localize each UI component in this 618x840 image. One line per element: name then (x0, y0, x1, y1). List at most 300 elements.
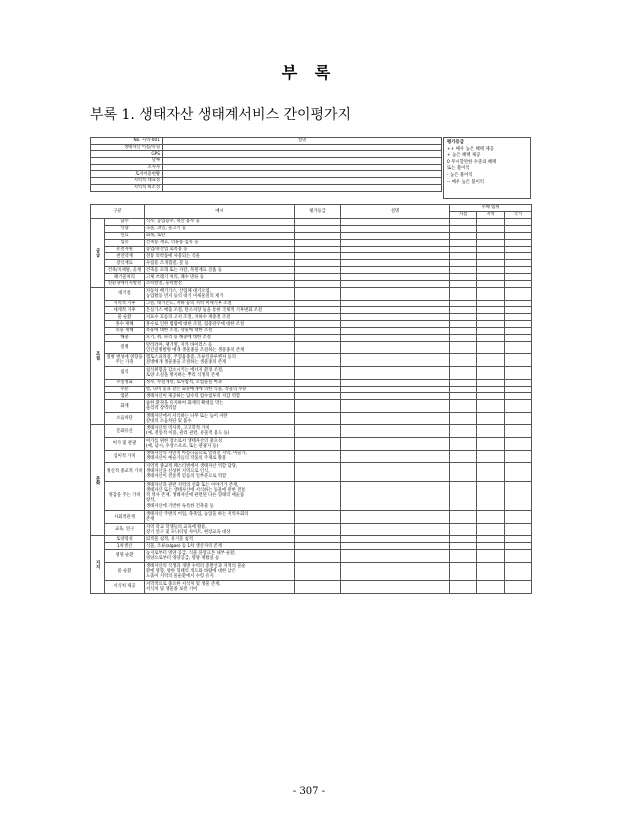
regional-cell (477, 511, 505, 524)
service-name: 침식 (105, 367, 145, 380)
grade-cell (295, 307, 341, 314)
service-row (91, 232, 532, 239)
local-cell (450, 550, 477, 563)
service-example: 생태자산의 역사적, 고고학적 가치 (예, 전통적 이용, 관리 관련, 유물적 용도 등) (145, 425, 295, 438)
local-cell (450, 562, 477, 580)
service-example: 곡물, 과일, 물고기 등 (145, 225, 295, 232)
service-example: 그늘, 대기온도, 저하 등의 지역 미세기후 조절 (145, 300, 295, 307)
regional-cell (477, 287, 505, 300)
grade-cell (295, 314, 341, 321)
grade-cell (295, 562, 341, 580)
regional-cell (477, 300, 505, 307)
local-cell (450, 386, 477, 393)
local-cell (450, 267, 477, 274)
service-name: 장식재료 (105, 260, 145, 267)
national-cell (505, 581, 532, 594)
national-cell (505, 287, 532, 300)
service-row (91, 562, 532, 580)
service-name: 지역적 기후 (105, 300, 145, 307)
local-cell (450, 425, 477, 438)
national-cell (505, 386, 532, 393)
regional-cell (477, 581, 505, 594)
regional-cell (477, 481, 505, 511)
grade-cell (295, 511, 341, 524)
info-row (91, 184, 442, 191)
service-name: 소음차단 (105, 412, 145, 425)
grade-cell (295, 281, 341, 288)
local-cell (450, 253, 477, 260)
national-cell (505, 543, 532, 550)
grade-cell (295, 550, 341, 563)
national-cell (505, 438, 532, 451)
national-cell (505, 300, 532, 307)
service-row (91, 334, 532, 341)
description-cell (341, 379, 450, 386)
local-cell (450, 321, 477, 328)
info-row (91, 151, 442, 158)
description-cell (341, 562, 450, 580)
local-cell (450, 400, 477, 413)
grade-cell (295, 543, 341, 550)
service-name: 문화유산 (105, 425, 145, 438)
legend-item: 또는 불이익 (447, 166, 470, 172)
service-example: 모기, 쥐, 파리 등 해충에 대한 조절 (145, 334, 295, 341)
description-cell (341, 307, 450, 314)
info-row (91, 144, 442, 151)
header-beneficiary: 수혜 범위 (450, 205, 532, 212)
service-name: 여가 및 관광 (105, 438, 145, 451)
service-example: 식수, 농업용수, 축산 용수 등 (145, 219, 295, 226)
national-cell (505, 260, 532, 267)
service-name: 염분 (105, 393, 145, 400)
info-field-label: GPS (91, 151, 163, 158)
service-example: 건축용 재료, 의류용 섬유 등 (145, 239, 295, 246)
service-name: 섬유 (105, 239, 145, 246)
service-example: 화목, 토탄 (145, 232, 295, 239)
description-cell (341, 328, 450, 335)
regional-cell (477, 232, 505, 239)
service-row (91, 438, 532, 451)
description-cell (341, 581, 450, 594)
grade-cell (295, 267, 341, 274)
service-name: 폭풍 재해 (105, 328, 145, 335)
site-info-table (90, 137, 442, 192)
description-cell (341, 287, 450, 300)
description-cell (341, 239, 450, 246)
description-cell (341, 481, 450, 511)
regional-cell (477, 543, 505, 550)
service-name: 영감을 주는 가치 (105, 481, 145, 511)
info-row (91, 178, 442, 185)
info-row (91, 158, 442, 165)
description-cell (341, 246, 450, 253)
national-cell (505, 536, 532, 543)
service-example: 습한 환경을 유지하여 화재의 확대를 막는 물리적 장벽역할 (145, 400, 295, 413)
info-field-label: 날짜 (91, 158, 163, 165)
description-cell (341, 300, 450, 307)
national-cell (505, 328, 532, 335)
service-name: 연료 (105, 232, 145, 239)
regional-cell (477, 239, 505, 246)
local-cell (450, 274, 477, 281)
service-name: 교육, 연구 (105, 523, 145, 536)
service-row (91, 328, 532, 335)
grade-cell (295, 393, 341, 400)
header-local: 지점 (450, 212, 477, 219)
service-name: 친환경에너지발전 (105, 281, 145, 288)
service-name: 세계적 기후 (105, 307, 145, 314)
section-label: 조절 (91, 287, 105, 425)
service-row (91, 386, 532, 393)
local-cell (450, 543, 477, 550)
service-name: 수분 (105, 386, 145, 393)
grade-cell (295, 438, 341, 451)
service-example: 온실가스 배출 조절, 탄소저장 등을 통한 국제적 기후변화 조절 (145, 307, 295, 314)
national-cell (505, 354, 532, 367)
local-cell (450, 393, 477, 400)
grade-cell (295, 341, 341, 354)
info-field-label: 토지이용현황 (91, 171, 163, 178)
grade-cell (295, 425, 341, 438)
national-cell (505, 239, 532, 246)
grade-cell (295, 300, 341, 307)
service-row (91, 341, 532, 354)
local-cell (450, 260, 477, 267)
service-row (91, 511, 532, 524)
local-cell (450, 281, 477, 288)
service-name: 해충 (105, 334, 145, 341)
regional-cell (477, 307, 505, 314)
national-cell (505, 379, 532, 386)
service-row (91, 274, 532, 281)
info-row (91, 138, 442, 145)
description-cell (341, 536, 450, 543)
service-row (91, 379, 532, 386)
service-name: 토양형성 (105, 536, 145, 543)
regional-cell (477, 412, 505, 425)
grade-cell (295, 274, 341, 281)
service-name: 대기질 (105, 287, 145, 300)
service-name: 홍수 재해 (105, 321, 145, 328)
legend-item: -- 매우 높은 불이익 (447, 179, 485, 185)
national-cell (505, 225, 532, 232)
service-example: 여가를 위한 장소로서 생태자산의 중요성 (예, 낚시, 수상스포츠, 또는 관광지 등) (145, 438, 295, 451)
service-name: 영양 순환 (105, 550, 145, 563)
info-field-value (163, 144, 442, 151)
service-row (91, 267, 532, 274)
service-example: 홍수로 인한 범람에 대한 조절, 집중강우에 대한 조절 (145, 321, 295, 328)
info-field-value (163, 184, 442, 191)
local-cell (450, 232, 477, 239)
service-name: 천연약재 (105, 253, 145, 260)
grade-cell (295, 260, 341, 267)
legend-item: + 높은 혜택 제공 (447, 153, 481, 159)
service-row (91, 354, 532, 367)
description-cell (341, 386, 450, 393)
service-name: 건축/지세탈, 골재 (105, 267, 145, 274)
legend-item: 0 무시할만한 수준의 혜택 (447, 159, 497, 165)
service-example: 자동차 배기가스, 산업체 대기오염, 농업활동 먼지 등의 대기 미세물질의 제거 (145, 287, 295, 300)
service-example: 수집용 조개껍질, 꽃 등 (145, 260, 295, 267)
national-cell (505, 562, 532, 580)
service-example: 농지로부터 영양 공급, 식물 플랑크톤 내부 순환, 영양으로부터 영양공급, 영양 재활용 등 (145, 550, 295, 563)
grade-cell (295, 379, 341, 386)
description-cell (341, 543, 450, 550)
description-cell (341, 232, 450, 239)
grade-cell (295, 246, 341, 253)
local-cell (450, 463, 477, 481)
regional-cell (477, 450, 505, 463)
service-row (91, 543, 532, 550)
legend-item: - 높은 불이익 (447, 173, 473, 179)
regional-cell (477, 281, 505, 288)
service-name: 수질정화 (105, 379, 145, 386)
service-row (91, 550, 532, 563)
service-name: 식량 (105, 225, 145, 232)
service-name: 유전자원 (105, 246, 145, 253)
legend-item: ++ 매우 높은 혜택 제공 (447, 146, 494, 152)
grade-cell (295, 225, 341, 232)
section-label: 지지 (91, 536, 105, 593)
service-example: 생태자산과 관련 지역의 신화 또는 이야기가 존재, 생태자산 또는 생태자산에 서식하는 동물에 관한 전통 적 역사 존재, 생태자산에 관련된 다른 형태의 예술품 창작, 생태자산에 기반한 독특한 건축물 등 (145, 481, 295, 511)
national-cell (505, 523, 532, 536)
service-example: 농업/축산업 회복용 등 (145, 246, 295, 253)
service-row (91, 300, 532, 307)
local-cell (450, 219, 477, 226)
local-cell (450, 334, 477, 341)
description-cell (341, 334, 450, 341)
grade-cell (295, 523, 341, 536)
regional-cell (477, 523, 505, 536)
service-example: 지역 학교 학생들의 교육에 활용, 장기 연구 및 모니터링 사이트, 현장교육 대상 (145, 523, 295, 536)
header-regional: 지역 (477, 212, 505, 219)
national-cell (505, 550, 532, 563)
grade-cell (295, 232, 341, 239)
service-row (91, 367, 532, 380)
regional-cell (477, 328, 505, 335)
local-cell (450, 523, 477, 536)
national-cell (505, 412, 532, 425)
service-name: 폐기물처리 (105, 274, 145, 281)
grade-cell (295, 450, 341, 463)
national-cell (505, 307, 532, 314)
description-cell (341, 219, 450, 226)
service-row (91, 287, 532, 300)
local-cell (450, 341, 477, 354)
service-name: 1차생산 (105, 543, 145, 550)
service-name: 화재 (105, 400, 145, 413)
description-cell (341, 274, 450, 281)
service-row (91, 393, 532, 400)
regional-cell (477, 438, 505, 451)
service-example: 폭풍에 대한 조절, 강풍에 대한 조절 (145, 328, 295, 335)
service-row (91, 412, 532, 425)
service-row (91, 523, 532, 536)
national-cell (505, 393, 532, 400)
service-row (91, 425, 532, 438)
local-cell (450, 307, 477, 314)
info-field-label: No. 지역-001 (91, 138, 163, 145)
grade-cell (295, 536, 341, 543)
header-example: 예시 (145, 205, 295, 219)
grade-cell (295, 412, 341, 425)
service-example: 조력발전, 풍력발전 (145, 281, 295, 288)
section-label: 공급 (91, 219, 105, 288)
regional-cell (477, 379, 505, 386)
regional-cell (477, 550, 505, 563)
service-name: 심미적 가치 (105, 450, 145, 463)
service-name: 물 순환 (105, 314, 145, 321)
header-category: 구분 (91, 205, 145, 219)
service-name: 질병 변성에 영향을 주는 가축 (105, 354, 145, 367)
service-row (91, 253, 532, 260)
info-field-label: 조사자 (91, 164, 163, 171)
regional-cell (477, 536, 505, 543)
service-example: 침식위험을 감소시키는 에너지 환경 조절, 토양 소실을 방지하는 뿌리 식생의 존재 (145, 367, 295, 380)
description-cell (341, 314, 450, 321)
description-cell (341, 281, 450, 288)
service-example: 정수, 수질개선, 토사침적, 오염물질 여과 (145, 379, 295, 386)
regional-cell (477, 562, 505, 580)
info-field-label: 생태자산 이름/유형 (91, 144, 163, 151)
service-name: 정신적 종교적 가치 (105, 463, 145, 481)
service-row (91, 246, 532, 253)
regional-cell (477, 354, 505, 367)
description-cell (341, 438, 450, 451)
section-title: 부록 1. 생태자산 생태계서비스 간이평가지 (90, 107, 352, 123)
regional-cell (477, 253, 505, 260)
national-cell (505, 274, 532, 281)
service-row (91, 239, 532, 246)
service-example: 전통 의약품에 사용되는 식물 (145, 253, 295, 260)
grade-legend (443, 137, 531, 199)
grade-cell (295, 334, 341, 341)
national-cell (505, 219, 532, 226)
local-cell (450, 239, 477, 246)
local-cell (450, 328, 477, 335)
service-row (91, 450, 532, 463)
service-example: 생태자산의 식생과 개방 수역의 증발산과 지역의 물순 환에 영향, 양한 형태의 개도와 바람에 대한 낮은 노출이 지역의 물순환에서 수령 유지 (145, 562, 295, 580)
regional-cell (477, 225, 505, 232)
info-field-label: 지역적 희소성 (91, 184, 163, 191)
service-example: 건축용 모래 또는 자갈, 복원재료 진흙 등 (145, 267, 295, 274)
local-cell (450, 379, 477, 386)
description-cell (341, 450, 450, 463)
info-row (91, 164, 442, 171)
regional-cell (477, 463, 505, 481)
service-name: 서식처 제공 (105, 581, 145, 594)
service-name: 질병 (105, 341, 145, 354)
national-cell (505, 281, 532, 288)
service-example: 렙토스피라증, 주혈흡충증, 조류인플루엔자 등의 질병매개 생물종을 조절하는 생물종의 존재 (145, 354, 295, 367)
local-cell (450, 450, 477, 463)
regional-cell (477, 274, 505, 281)
service-row (91, 219, 532, 226)
ecosystem-service-table (90, 204, 532, 594)
regional-cell (477, 341, 505, 354)
service-name: 담수 (105, 219, 145, 226)
legend-title: 평가등급 (447, 140, 464, 145)
page-number: - 307 - (292, 786, 326, 797)
service-row (91, 463, 532, 481)
service-example: 지표수 흐름의 고저 조절, 지하수 재충전 조절 (145, 314, 295, 321)
service-row (91, 536, 532, 543)
header-national: 국가 (505, 212, 532, 219)
national-cell (505, 511, 532, 524)
regional-cell (477, 267, 505, 274)
header-grade: 평가등급 (295, 205, 341, 219)
national-cell (505, 232, 532, 239)
service-example: 생태자산 주변의 어업, 축축업, 농업을 하는 지역사회의 존재 (145, 511, 295, 524)
local-cell (450, 314, 477, 321)
info-field-value (163, 171, 442, 178)
service-example: 식물, 조류(algae) 등 1차 생산자의 존재 (145, 543, 295, 550)
regional-cell (477, 425, 505, 438)
service-row (91, 307, 532, 314)
regional-cell (477, 367, 505, 380)
service-row (91, 400, 532, 413)
header-description: 설명 (341, 205, 450, 219)
info-field-value (163, 178, 442, 185)
national-cell (505, 267, 532, 274)
local-cell (450, 511, 477, 524)
grade-cell (295, 386, 341, 393)
regional-cell (477, 321, 505, 328)
national-cell (505, 314, 532, 321)
grade-cell (295, 321, 341, 328)
grade-cell (295, 219, 341, 226)
national-cell (505, 341, 532, 354)
service-row (91, 481, 532, 511)
national-cell (505, 450, 532, 463)
service-example: 생태자산이 제공하는 담수의 염수침투의 저감 역할 (145, 393, 295, 400)
grade-cell (295, 328, 341, 335)
service-example: 퇴적물 침적, 유기물 침적 (145, 536, 295, 543)
local-cell (450, 354, 477, 367)
description-cell (341, 341, 450, 354)
info-field-value (163, 151, 442, 158)
service-row (91, 581, 532, 594)
grade-cell (295, 287, 341, 300)
info-field-value (163, 164, 442, 171)
service-row (91, 281, 532, 288)
grade-cell (295, 367, 341, 380)
grade-cell (295, 354, 341, 367)
service-row (91, 321, 532, 328)
national-cell (505, 246, 532, 253)
regional-cell (477, 400, 505, 413)
description-cell (341, 463, 450, 481)
service-example: 생태자산에서 서식하는 나무 또는 높이 자란 갈대의 소음차단 및 흡수 (145, 412, 295, 425)
description-cell (341, 412, 450, 425)
local-cell (450, 246, 477, 253)
service-example: 벌, 나비 등과 같은 화분매개에 의한 식물, 작물의 수분 (145, 386, 295, 393)
national-cell (505, 425, 532, 438)
regional-cell (477, 386, 505, 393)
local-cell (450, 438, 477, 451)
description-cell (341, 523, 450, 536)
service-row (91, 260, 532, 267)
regional-cell (477, 334, 505, 341)
local-cell (450, 287, 477, 300)
description-cell (341, 511, 450, 524)
info-description-header: 설명 (163, 138, 442, 145)
service-row (91, 225, 532, 232)
grade-cell (295, 481, 341, 511)
local-cell (450, 481, 477, 511)
grade-cell (295, 253, 341, 260)
local-cell (450, 581, 477, 594)
